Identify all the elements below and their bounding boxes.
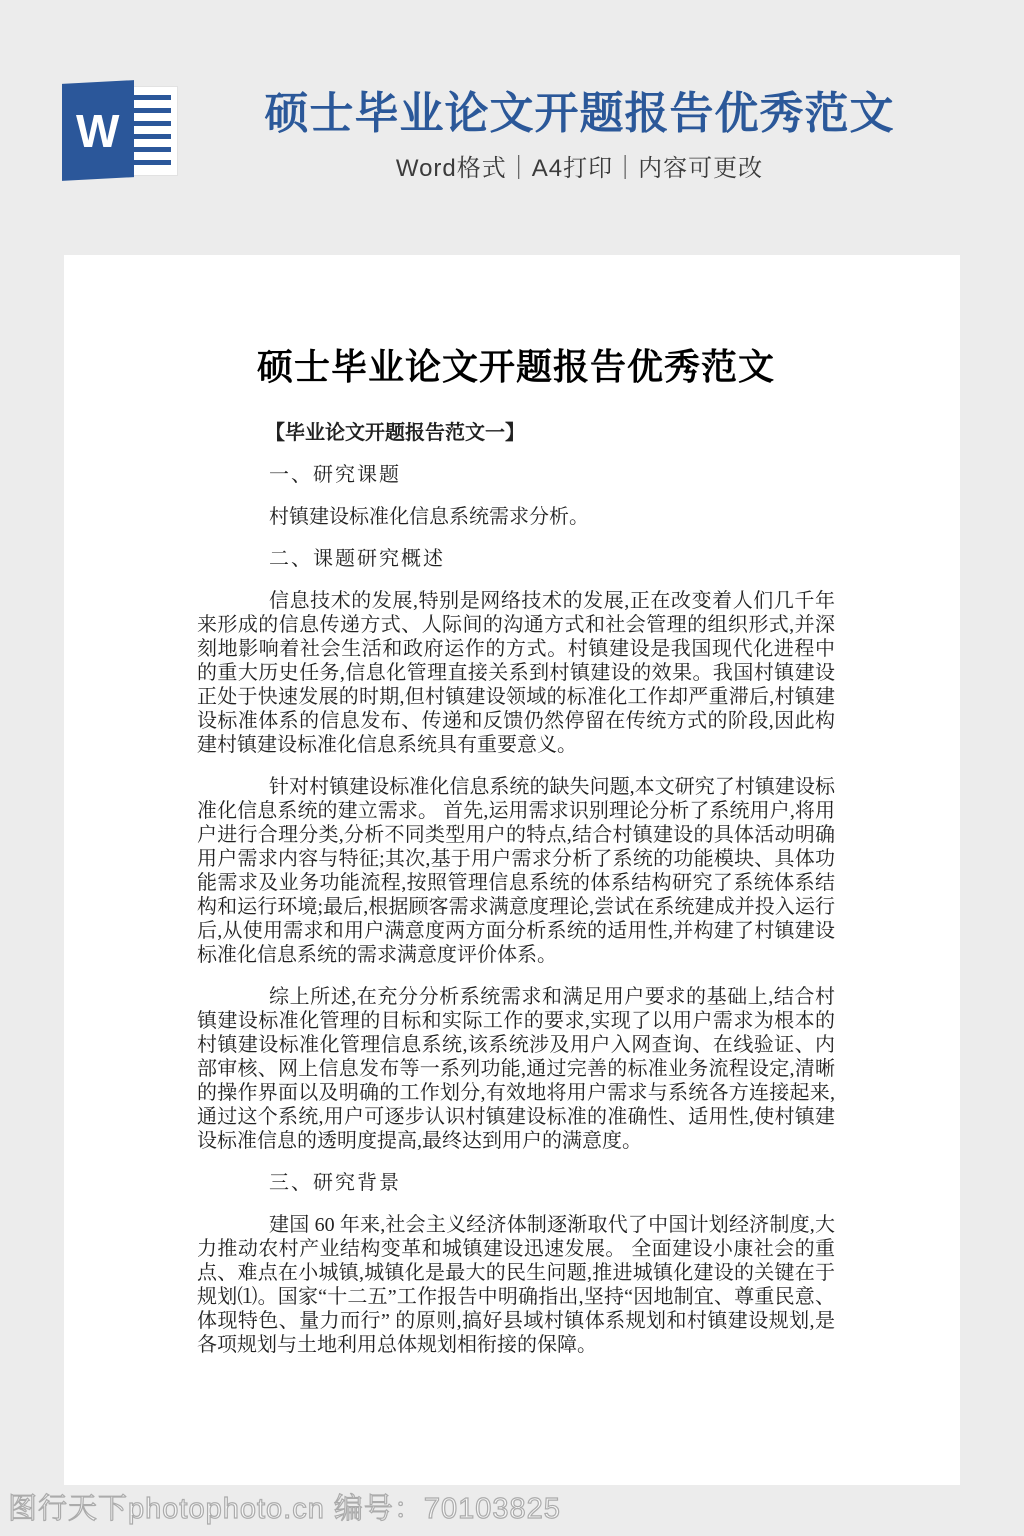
header-title: 硕士毕业论文开题报告优秀范文 (264, 89, 895, 138)
paragraph: 综上所述,在充分分析系统需求和满足用户要求的基础上,结合村镇建设标准化管理的目标和实际工作的要求,实现了以用户需求为根本的村镇建设标准化管理信息系统,该系统涉及用户入网查询、在线验证、内部审核、网上信息发布等一系列功能,通过完善的标准业务流程设定,清晰的操作界面以及明确的工作划分,有效地将用户需求与系统各方连接起来,通过这个系统,用户可逐步认识村镇建设标准的准确性、适用性,使村镇建设标准信息的透明度提高,最终达到用户的满意度。 (197, 986, 835, 1152)
section-heading-3: 三、研究背景 (269, 1172, 401, 1194)
word-blue-panel (62, 80, 134, 181)
document-title: 硕士毕业论文开题报告优秀范文 (256, 347, 775, 387)
word-letter: W (76, 104, 120, 157)
header-subtitle: Word格式｜A4打印｜内容可更改 (395, 155, 764, 182)
paragraph: 建国 60 年来,社会主义经济体制逐渐取代了中国计划经济制度,大力推动农村产业结构变革和城镇建设迅速发展。 全面建设小康社会的重点、难点在小城镇,城镇化是最大的民生问题,推进城镇化建设的关键在于规划⑴。国家“十二五”工作报告中明确指出,坚持“因地制宜、尊重民意、体现特色、量力而行” 的原则,搞好县域村镇体系规划和村镇建设规划,是各项规划与土地利用总体规划相衔接的保障。 (197, 1214, 835, 1356)
paragraph: 信息技术的发展,特别是网络技术的发展,正在改变着人们几千年来形成的信息传递方式、人际间的沟通方式和社会管理的组织形式,并深刻地影响着社会生活和政府运作的方式。村镇建设是我国现代化进程中的重大历史任务,信息化管理直接关系到村镇建设的效果。我国村镇建设正处于快速发展的时期,但村镇建设领域的标准化工作却严重滞后,村镇建设标准体系的信息发布、传递和反馈仍然停留在传统方式的阶段,因此构建村镇建设标准化信息系统具有重要意义。 (197, 590, 835, 756)
document-intro-label: 【毕业论文开题报告范文一】 (265, 422, 525, 444)
word-logo-icon (62, 78, 180, 184)
header-text-block (185, 88, 974, 184)
document-page (64, 255, 960, 1485)
section-heading-2: 二、课题研究概述 (269, 548, 445, 570)
paragraph: 村镇建设标准化信息系统需求分析。 (269, 506, 589, 528)
paragraph: 针对村镇建设标准化信息系统的缺失问题,本文研究了村镇建设标准化信息系统的建立需求。 首先,运用需求识别理论分析了系统用户,将用户进行合理分类,分析不同类型用户的特点,结合村镇建设的具体活动明确用户需求内容与特征;其次,基于用户需求分析了系统的功能模块、具体功能需求及业务功能流程,按照管理信息系统的体系结构研究了系统体系结构和运行环境;最后,根据顾客需求满意度理论,尝试在系统建成并投入运行后,从使用需求和用户满意度两方面分析系统的适用性,并构建了村镇建设标准化信息系统的需求满意度评价体系。 (197, 776, 835, 966)
document-body (64, 255, 960, 1357)
watermark-text: 图行天下photophoto.cn 编号：70103825 (8, 1493, 561, 1525)
section-heading-1: 一、研究课题 (269, 464, 401, 486)
header-banner (0, 0, 1024, 255)
